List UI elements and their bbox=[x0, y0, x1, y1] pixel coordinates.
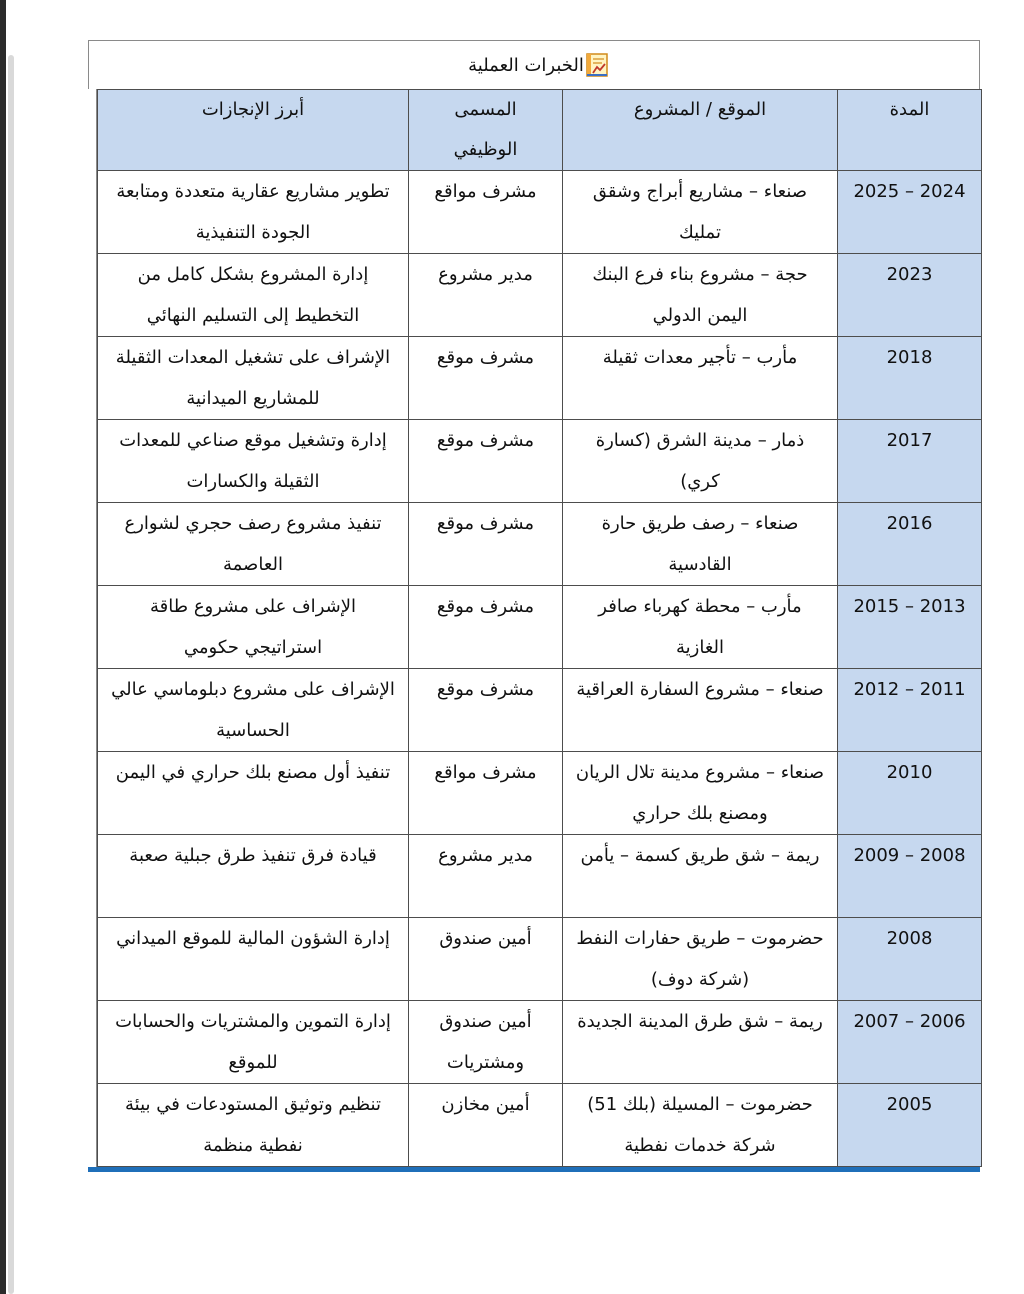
header-site: الموقع / المشروع bbox=[563, 90, 838, 171]
cell-site: حضرموت – المسيلة (بلك 51) شركة خدمات نفطية bbox=[563, 1084, 838, 1167]
cell-period: 2008 bbox=[838, 918, 982, 1001]
header-achievements: أبرز الإنجازات bbox=[98, 90, 409, 171]
cell-site: مأرب – محطة كهرباء صافر الغازية bbox=[563, 586, 838, 669]
table-row bbox=[98, 1084, 982, 1167]
cell-site: صنعاء – مشاريع أبراج وشقق تمليك bbox=[563, 171, 838, 254]
cell-site: صنعاء – مشروع مدينة تلال الريان ومصنع بلك حراري bbox=[563, 752, 838, 835]
table-row bbox=[98, 918, 982, 1001]
header-job-title: المسمى الوظيفي bbox=[409, 90, 563, 171]
table-row bbox=[98, 752, 982, 835]
cell-period: 2024 – 2025 bbox=[838, 171, 982, 254]
table-header-row bbox=[98, 90, 982, 171]
cell-period: 2008 – 2009 bbox=[838, 835, 982, 918]
cell-site: ذمار – مدينة الشرق (كسارة كري) bbox=[563, 420, 838, 503]
cell-period: 2016 bbox=[838, 503, 982, 586]
cell-period: 2010 bbox=[838, 752, 982, 835]
cell-site: صنعاء – رصف طريق حارة القادسية bbox=[563, 503, 838, 586]
cell-job-title: مدير مشروع bbox=[409, 835, 563, 918]
document-chart-icon bbox=[584, 52, 610, 78]
table-row bbox=[98, 254, 982, 337]
cell-period: 2011 – 2012 bbox=[838, 669, 982, 752]
cell-job-title: مشرف موقع bbox=[409, 420, 563, 503]
cell-period: 2018 bbox=[838, 337, 982, 420]
section-divider bbox=[88, 1167, 980, 1172]
cell-job-title: مشرف مواقع bbox=[409, 752, 563, 835]
cell-job-title: مشرف موقع bbox=[409, 503, 563, 586]
cell-site: حضرموت – طريق حفارات النفط (شركة دوف) bbox=[563, 918, 838, 1001]
cell-period: 2013 – 2015 bbox=[838, 586, 982, 669]
table-row bbox=[98, 586, 982, 669]
table-row bbox=[98, 171, 982, 254]
cell-achievements: تنظيم وتوثيق المستودعات في بيئة نفطية منظمة bbox=[98, 1084, 409, 1167]
header-period: المدة bbox=[838, 90, 982, 171]
table-row bbox=[98, 835, 982, 918]
cell-achievements: إدارة الشؤون المالية للموقع الميداني bbox=[98, 918, 409, 1001]
cell-achievements: إدارة وتشغيل موقع صناعي للمعدات الثقيلة والكسارات bbox=[98, 420, 409, 503]
table-row bbox=[98, 337, 982, 420]
cell-achievements: الإشراف على مشروع طاقة استراتيجي حكومي bbox=[98, 586, 409, 669]
table-row bbox=[98, 1001, 982, 1084]
section-header bbox=[88, 40, 980, 89]
cell-achievements: الإشراف على مشروع دبلوماسي عالي الحساسية bbox=[98, 669, 409, 752]
window-edge bbox=[0, 0, 6, 1294]
table-row bbox=[98, 503, 982, 586]
cell-job-title: أمين صندوق bbox=[409, 918, 563, 1001]
table-row bbox=[98, 420, 982, 503]
scrollbar[interactable] bbox=[8, 55, 14, 1294]
cell-achievements: قيادة فرق تنفيذ طرق جبلية صعبة bbox=[98, 835, 409, 918]
cell-achievements: تطوير مشاريع عقارية متعددة ومتابعة الجودة التنفيذية bbox=[98, 171, 409, 254]
cell-period: 2005 bbox=[838, 1084, 982, 1167]
cell-achievements: تنفيذ مشروع رصف حجري لشوارع العاصمة bbox=[98, 503, 409, 586]
cell-site: مأرب – تأجير معدات ثقيلة bbox=[563, 337, 838, 420]
experience-table bbox=[97, 89, 982, 1167]
cell-job-title: مشرف موقع bbox=[409, 669, 563, 752]
cell-job-title: مشرف مواقع bbox=[409, 171, 563, 254]
document-page bbox=[88, 40, 980, 1172]
cell-site: ريمة – شق طريق كسمة – يأمن bbox=[563, 835, 838, 918]
cell-job-title: مدير مشروع bbox=[409, 254, 563, 337]
experience-table-wrapper bbox=[96, 89, 980, 1167]
cell-achievements: تنفيذ أول مصنع بلك حراري في اليمن bbox=[98, 752, 409, 835]
section-title: الخبرات العملية bbox=[468, 54, 584, 76]
cell-job-title: أمين صندوق ومشتريات bbox=[409, 1001, 563, 1084]
cell-achievements: الإشراف على تشغيل المعدات الثقيلة للمشاريع الميدانية bbox=[98, 337, 409, 420]
cell-site: ريمة – شق طرق المدينة الجديدة bbox=[563, 1001, 838, 1084]
cell-job-title: مشرف موقع bbox=[409, 586, 563, 669]
cell-achievements: إدارة المشروع بشكل كامل من التخطيط إلى التسليم النهائي bbox=[98, 254, 409, 337]
cell-period: 2023 bbox=[838, 254, 982, 337]
cell-period: 2006 – 2007 bbox=[838, 1001, 982, 1084]
cell-achievements: إدارة التموين والمشتريات والحسابات للموقع bbox=[98, 1001, 409, 1084]
cell-period: 2017 bbox=[838, 420, 982, 503]
cell-job-title: أمين مخازن bbox=[409, 1084, 563, 1167]
cell-job-title: مشرف موقع bbox=[409, 337, 563, 420]
table-row bbox=[98, 669, 982, 752]
cell-site: صنعاء – مشروع السفارة العراقية bbox=[563, 669, 838, 752]
cell-site: حجة – مشروع بناء فرع البنك اليمن الدولي bbox=[563, 254, 838, 337]
